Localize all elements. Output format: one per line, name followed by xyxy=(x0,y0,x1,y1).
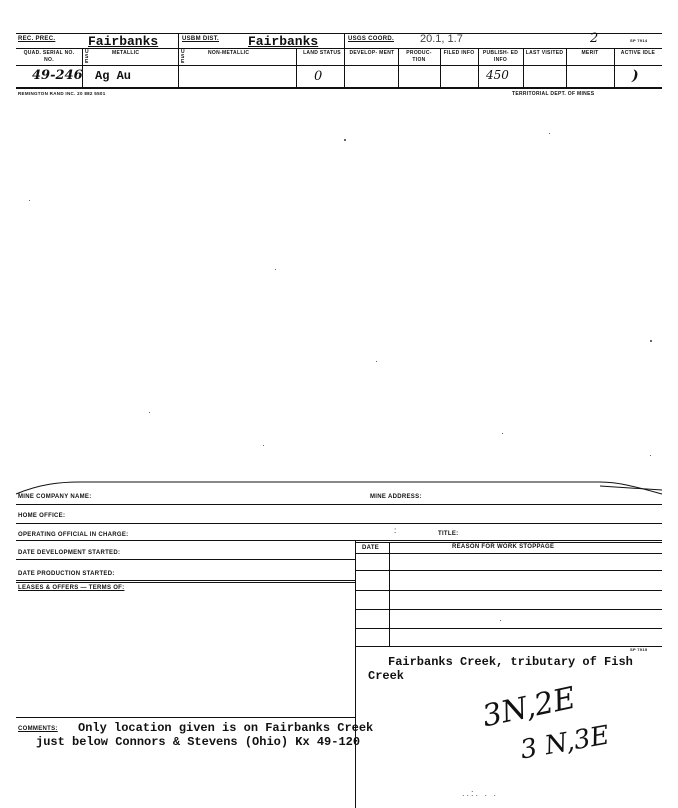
value-active-idle: ) xyxy=(632,68,639,84)
location-line-2: Creek xyxy=(368,669,405,683)
dotted-scribble: ..:. . . xyxy=(462,788,499,798)
home-office-label: HOME OFFICE: xyxy=(18,513,66,519)
township-note-2: 3 N,3E xyxy=(518,720,612,766)
reason-for-work-stoppage-label: REASON FOR WORK STOPPAGE xyxy=(452,544,555,550)
speck-colon: : xyxy=(394,526,397,535)
col-active-idle: ACTIVE IDLE xyxy=(620,50,656,56)
comments-line-2: just below Connors & Stevens (Ohio) Kx 49-120 xyxy=(36,735,361,749)
top-border-line xyxy=(0,474,678,498)
col-merit: MERIT xyxy=(581,50,599,56)
col-production: PRODUC- TION xyxy=(406,50,432,63)
usbm-dist-value: Fairbanks xyxy=(248,34,319,49)
col-use-1: U S E xyxy=(85,49,89,65)
date-development-started-label: DATE DEVELOPMENT STARTED: xyxy=(18,550,121,556)
col-non-metallic: NON-METALLIC xyxy=(208,50,250,56)
value-metallic: Ag Au xyxy=(95,69,132,83)
usgs-coord-label: USGS COORD. xyxy=(348,36,394,42)
location-line-1: Fairbanks Creek, tributary of Fish xyxy=(388,655,633,669)
col-filed-info: FILED INFO xyxy=(443,50,475,56)
form-number: SP 7914 xyxy=(630,38,648,43)
title-label: TITLE: xyxy=(438,531,459,537)
leases-offers-label: LEASES & OFFERS — TERMS OF: xyxy=(18,585,125,591)
value-published-info: 450 xyxy=(486,68,509,82)
value-quad-serial: 49-246 xyxy=(32,68,83,83)
printer-footer: REMINGTON RAND INC. 20 882 5501 xyxy=(18,91,106,96)
mine-company-name-label: MINE COMPANY NAME: xyxy=(18,494,92,500)
value-land-status: 0 xyxy=(314,69,323,84)
col-use-2: U S E xyxy=(181,49,185,65)
col-last-visited: LAST VISITED xyxy=(525,50,564,56)
comments-line-1: Only location given is on Fairbanks Creek xyxy=(78,721,374,735)
operating-official-label: OPERATING OFFICIAL IN CHARGE: xyxy=(18,532,129,538)
col-quad-serial: QUAD. SERIAL NO. NO. xyxy=(23,50,75,63)
comments-label: COMMENTS: xyxy=(18,726,58,732)
col-metallic: METALLIC xyxy=(112,50,140,56)
date-column-label: DATE xyxy=(362,545,380,551)
rec-prec-value: Fairbanks xyxy=(88,34,159,49)
date-production-started-label: DATE PRODUCTION STARTED: xyxy=(18,571,115,577)
rec-prec-label: REC. PREC. xyxy=(18,36,56,42)
usgs-coord-value: 20.1, 1.7 xyxy=(420,33,463,45)
col-land-status: LAND STATUS xyxy=(303,50,341,56)
top-right-mark: 2 xyxy=(590,31,599,46)
dept-footer: TERRITORIAL DEPT. OF MINES xyxy=(512,91,595,97)
col-published-info: PUBLISH- ED INFO xyxy=(482,50,519,63)
form-number-2: SP 7915 xyxy=(630,647,648,652)
usbm-dist-label: USBM DIST. xyxy=(182,36,220,42)
mine-address-label: MINE ADDRESS: xyxy=(370,494,422,500)
col-development: DEVELOP- MENT xyxy=(349,50,395,56)
township-note-1: 3N,2E xyxy=(479,680,579,735)
